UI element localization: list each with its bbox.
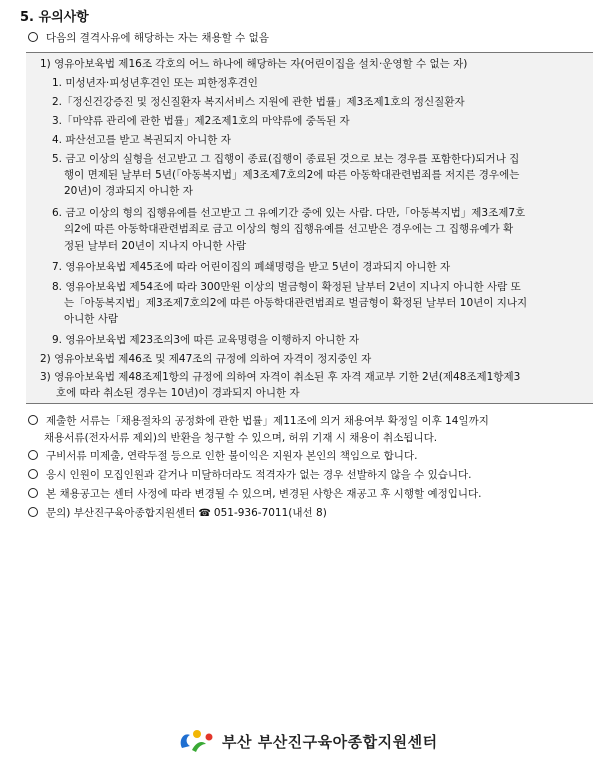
intro-text: 다음의 결격사유에 해당하는 자는 채용할 수 없음 bbox=[46, 32, 269, 44]
disq-item-1: 1) 영유아보육법 제16조 각호의 어느 하나에 해당하는 자(어린이집을 설치·운영할 수 없는 자) bbox=[40, 58, 468, 70]
disq-sub-1: 1. 미성년자·피성년후견인 또는 피한정후견인 bbox=[52, 77, 258, 89]
disq-item-3-cont: 호에 따라 취소된 경우는 10년)이 경과되지 아니한 자 bbox=[56, 387, 300, 399]
organization-name: 부산 부산진구육아종합지원센터 bbox=[222, 732, 438, 751]
disq-sub-6: 6. 금고 이상의 형의 집행유예를 선고받고 그 유예기간 중에 있는 사람. 다만,「아동복지법」제3조제7호 bbox=[52, 207, 526, 219]
circle-bullet-icon bbox=[28, 32, 38, 42]
footer bbox=[176, 726, 438, 756]
disq-sub-6-cont: 의2에 따른 아동학대관련범죄로 금고 이상의 형의 집행유예를 선고받은 경우에는 그 집행유예가 확 bbox=[64, 223, 514, 235]
disq-sub-8-cont: 는「아동복지법」제3조제7호의2에 따른 아동학대관련범죄로 벌금형이 확정된 날부터 10년이 지나지 bbox=[64, 297, 528, 309]
disq-sub-3: 3.「마약류 관리에 관한 법률」제2조제1호의 마약류에 중독된 자 bbox=[52, 115, 350, 127]
note-3: 응시 인원이 모집인원과 같거나 미달하더라도 적격자가 없는 경우 선발하지 않을 수 있습니다. bbox=[28, 467, 471, 484]
circle-bullet-icon bbox=[28, 469, 38, 479]
note-5: 문의) 부산진구육아종합지원센터 ☎ 051-936-7011(내선 8) bbox=[28, 505, 327, 522]
disq-sub-5-cont2: 20년)이 경과되지 아니한 자 bbox=[64, 185, 193, 197]
disq-sub-7: 7. 영유아보육법 제45조에 따라 어린이집의 폐쇄명령을 받고 5년이 경과되지 아니한 자 bbox=[52, 261, 451, 273]
center-logo-icon bbox=[176, 726, 216, 756]
note-2: 구비서류 미제출, 연락두절 등으로 인한 불이익은 지원자 본인의 책임으로 합니다. bbox=[28, 448, 417, 465]
disq-sub-9: 9. 영유아보육법 제23조의3에 따른 교육명령을 이행하지 아니한 자 bbox=[52, 334, 359, 346]
note-1-cont: 채용서류(전자서류 제외)의 반환을 청구할 수 있으며, 허위 기재 시 채용이 취소됩니다. bbox=[44, 432, 438, 444]
disq-item-3: 3) 영유아보육법 제48조제1항의 규정에 의하여 자격이 취소된 후 자격 재교부 기한 2년(제48조제1항제3 bbox=[40, 371, 521, 383]
circle-bullet-icon bbox=[28, 415, 38, 425]
disq-sub-8-cont2: 아니한 사람 bbox=[64, 313, 119, 325]
circle-bullet-icon bbox=[28, 488, 38, 498]
disq-sub-8: 8. 영유아보육법 제54조에 따라 300만원 이상의 벌금형이 확정된 날부터 2년이 지나지 아니한 사람 또 bbox=[52, 281, 521, 293]
disq-sub-2: 2.「정신건강증진 및 정신질환자 복지서비스 지원에 관한 법률」제3조제1호의 정신질환자 bbox=[52, 96, 465, 108]
disq-sub-6-cont2: 정된 날부터 20년이 지나지 아니한 사람 bbox=[64, 240, 247, 252]
disq-sub-5: 5. 금고 이상의 실형을 선고받고 그 집행이 종료(집행이 종료된 것으로 보는 경우를 포함한다)되거나 집 bbox=[52, 153, 520, 165]
disq-item-2: 2) 영유아보육법 제46조 및 제47조의 규정에 의하여 자격이 정지중인 자 bbox=[40, 353, 372, 365]
circle-bullet-icon bbox=[28, 507, 38, 517]
note-1: 제출한 서류는「채용절차의 공정화에 관한 법률」제11조에 의거 채용여부 확정일 이후 14일까지 bbox=[28, 413, 489, 430]
circle-bullet-icon bbox=[28, 450, 38, 460]
section-title: 5. 유의사항 bbox=[20, 10, 89, 25]
telephone-icon: ☎ bbox=[198, 508, 211, 519]
disq-sub-5-cont: 행이 면제된 날부터 5년(「아동복지법」제3조제7호의2에 따른 아동학대관련범죄를 저지른 경우에는 bbox=[64, 169, 520, 181]
disq-sub-4: 4. 파산선고를 받고 복권되지 아니한 자 bbox=[52, 134, 231, 146]
intro-line bbox=[28, 30, 269, 47]
note-4: 본 채용공고는 센터 사정에 따라 변경될 수 있으며, 변경된 사항은 재공고 후 시행할 예정입니다. bbox=[28, 486, 482, 503]
